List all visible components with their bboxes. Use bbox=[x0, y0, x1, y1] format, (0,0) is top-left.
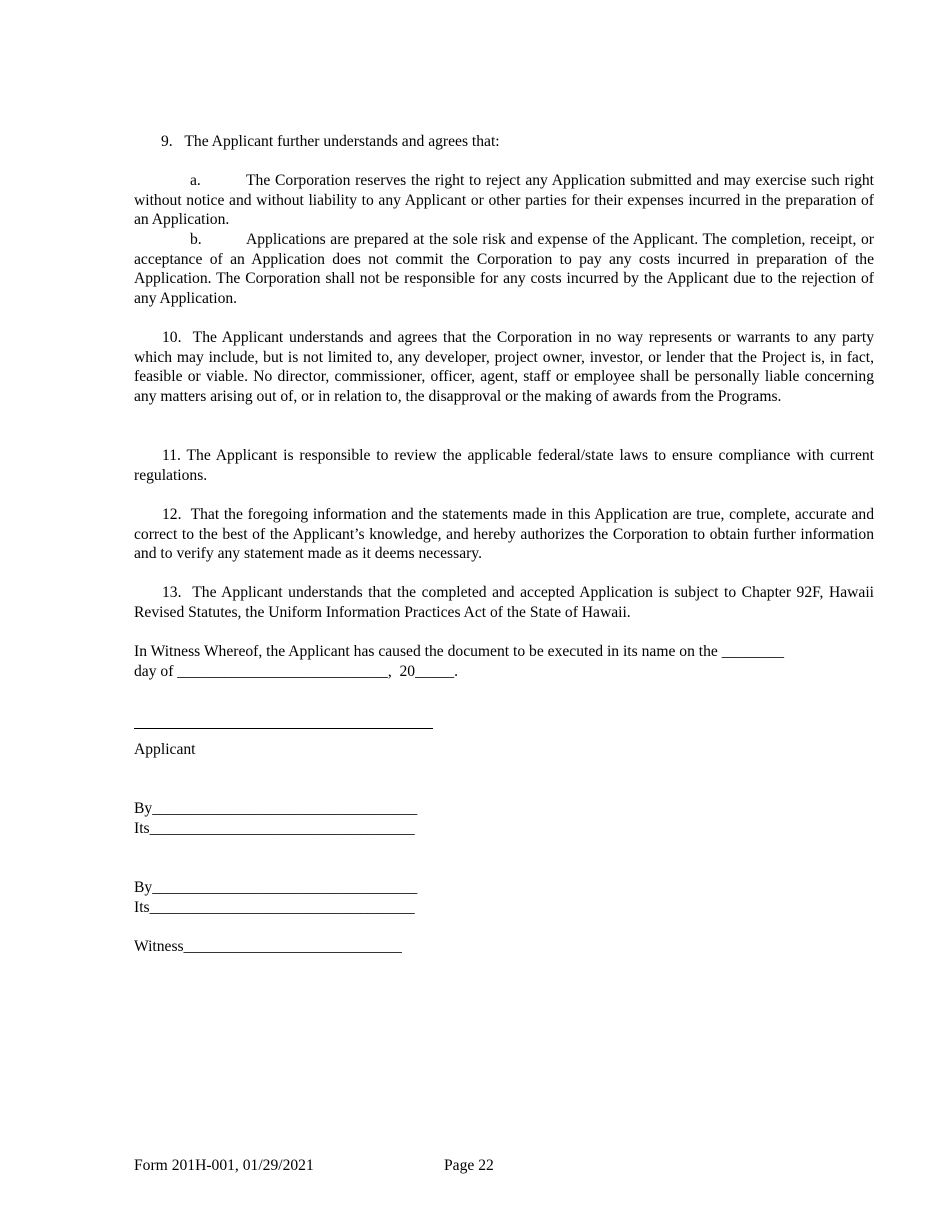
its-title-line-2[interactable]: Its__________________________________ bbox=[134, 899, 415, 916]
by-signature-line-2[interactable]: By__________________________________ bbox=[134, 879, 418, 896]
paragraph-number: 11. bbox=[162, 447, 181, 464]
item-text: The Corporation reserves the right to reject any Application submitted and may exercise such right without notice and without liability to any Applicant or other parties for their expenses incurred in the preparation of an Application. bbox=[134, 172, 874, 229]
paragraph-text: The Applicant further understands and agrees that: bbox=[184, 133, 500, 150]
footer-form-id: Form 201H-001, 01/29/2021 bbox=[134, 1157, 314, 1174]
witness-clause-line-2: day of ___________________________, 20_____. bbox=[134, 663, 458, 680]
paragraph-text: That the foregoing information and the statements made in this Application are true, complete, accurate and correct to the best of the Applicant’s knowledge, and hereby authorizes the Corporation to obtain further information and to verify any statement made as it deems necessary. bbox=[134, 506, 874, 563]
its-title-line-1[interactable]: Its__________________________________ bbox=[134, 820, 415, 837]
paragraph-number: 9. bbox=[161, 133, 173, 150]
paragraph-number: 12. bbox=[162, 506, 182, 523]
paragraph-13 bbox=[134, 583, 874, 622]
paragraph-9b bbox=[134, 230, 874, 308]
paragraph-9a bbox=[134, 171, 874, 230]
paragraph-12 bbox=[134, 505, 874, 564]
paragraph-text: The Applicant understands and agrees that the Corporation in no way represents or warrants to any party which may include, but is not limited to, any developer, project owner, investor, or lender that the Project is, in fact, feasible or viable. No director, commissioner, officer, agent, staff or employee shall be personally liable concerning any matters arising out of, or in relation to, the disapproval or the making of awards from the Programs. bbox=[134, 329, 874, 405]
paragraph-10 bbox=[134, 328, 874, 406]
paragraph-text: The Applicant is responsible to review the applicable federal/state laws to ensure compliance with current regulations. bbox=[134, 447, 874, 484]
paragraph-11 bbox=[134, 446, 874, 485]
paragraph-9-heading bbox=[161, 132, 500, 152]
paragraph-text: The Applicant understands that the completed and accepted Application is subject to Chapter 92F, Hawaii Revised Statutes, the Uniform Information Practices Act of the State of Hawaii. bbox=[134, 584, 875, 621]
item-text: Applications are prepared at the sole risk and expense of the Applicant. The completion, receipt, or acceptance of an Application does not commit the Corporation to pay any costs incurred in preparation of the Application. The Corporation shall not be responsible for any costs incurred by the Applicant due to the rejection of any Application. bbox=[134, 231, 874, 307]
item-label: b. bbox=[190, 231, 202, 248]
witness-signature-line[interactable]: Witness____________________________ bbox=[134, 938, 402, 955]
paragraph-number: 10. bbox=[162, 329, 182, 346]
witness-clause-line-1: In Witness Whereof, the Applicant has caused the document to be executed in its name on the ________ bbox=[134, 643, 785, 660]
applicant-signature-line[interactable] bbox=[134, 728, 433, 729]
by-signature-line-1[interactable]: By__________________________________ bbox=[134, 800, 418, 817]
applicant-label: Applicant bbox=[134, 741, 196, 758]
footer-page-number: Page 22 bbox=[444, 1157, 494, 1174]
item-label: a. bbox=[190, 172, 201, 189]
paragraph-number: 13. bbox=[162, 584, 182, 601]
